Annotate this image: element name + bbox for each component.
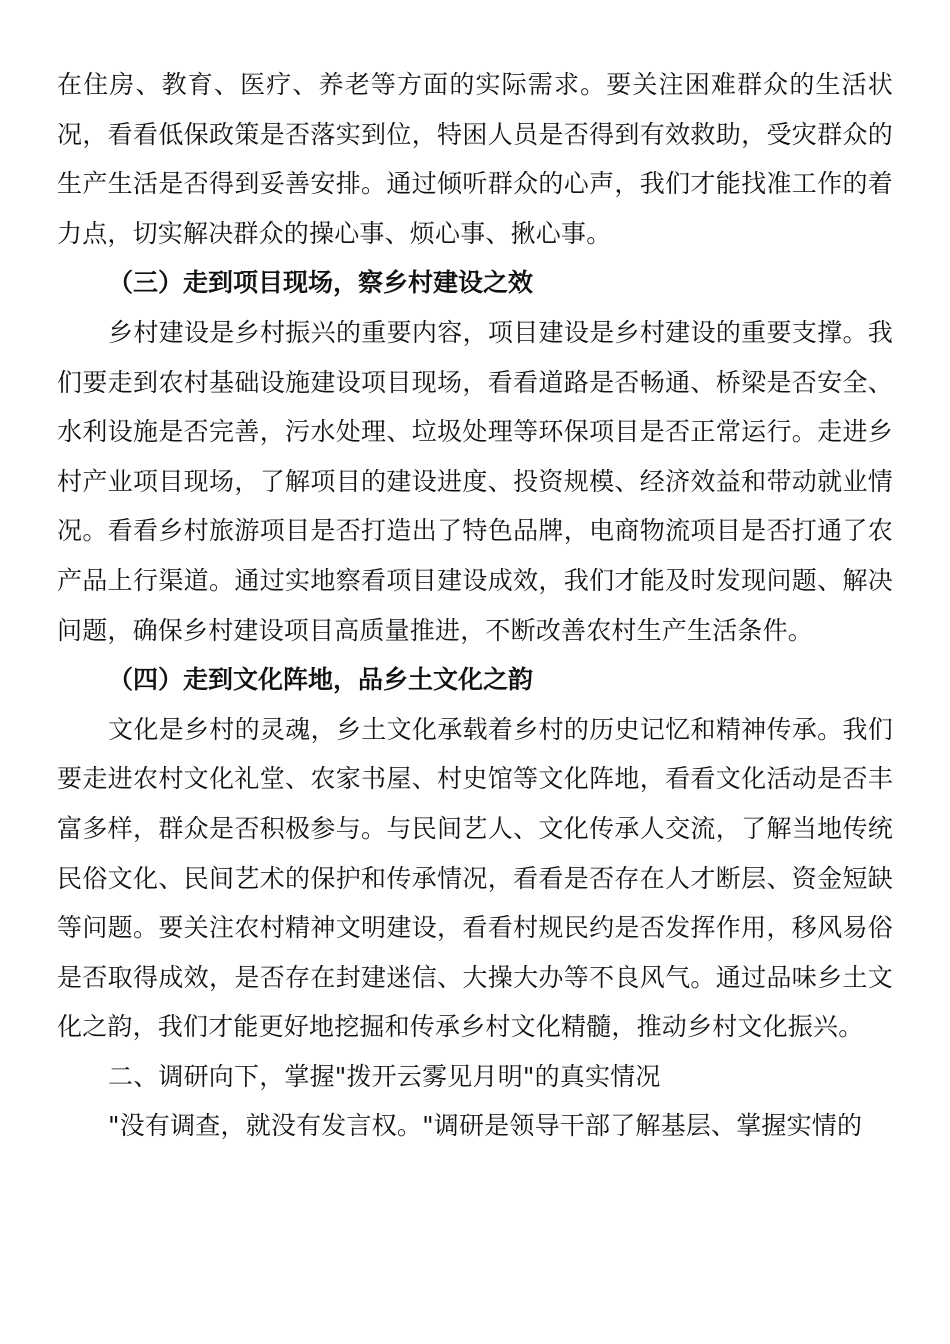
body-paragraph-rural-culture: 文化是乡村的灵魂，乡土文化承载着乡村的历史记忆和精神传承。我们要走进农村文化礼堂、农家书屋、村史馆等文化阵地，看看文化活动是否丰富多样，群众是否积极参与。与民间艺人、文化传承人交流，了解当地传统民俗文化、民间艺术的保护和传承情况，看看是否存在人才断层、资金短缺等问题。要关注农村精神文明建设，看看村规民约是否发挥作用，移风易俗是否取得成效，是否存在封建迷信、大操大办等不良风气。通过品味乡土文化之韵，我们才能更好地挖掘和传承乡村文化精髓，推动乡村文化振兴。 [57,714,893,1042]
document-page [57,60,893,1151]
body-paragraph-continued: 在住房、教育、医疗、养老等方面的实际需求。要关注困难群众的生活状况，看看低保政策是否落实到位，特困人员是否得到有效救助，受灾群众的生产生活是否得到妥善安排。通过倾听群众的心声，我们才能找准工作的着力点，切实解决群众的操心事、烦心事、揪心事。 [57,70,893,248]
section-heading-three: （三）走到项目现场，察乡村建设之效 [108,268,534,298]
body-paragraph-rural-construction: 乡村建设是乡村振兴的重要内容，项目建设是乡村建设的重要支撑。我们要走到农村基础设施建设项目现场，看看道路是否畅通、桥梁是否安全、水利设施是否完善，污水处理、垃圾处理等环保项目是否正常运行。走进乡村产业项目现场，了解项目的建设进度、投资规模、经济效益和带动就业情况。看看乡村旅游项目是否打造出了特色品牌，电商物流项目是否打通了农产品上行渠道。通过实地察看项目建设成效，我们才能及时发现问题、解决问题，确保乡村建设项目高质量推进，不断改善农村生产生活条件。 [57,317,893,645]
section-heading-four: （四）走到文化阵地，品乡土文化之韵 [108,665,534,695]
chapter-heading-two: 二、调研向下，掌握"拨开云雾见月明"的真实情况 [108,1061,661,1091]
body-paragraph-investigation: "没有调查，就没有发言权。"调研是领导干部了解基层、掌握实情的 [108,1111,863,1141]
